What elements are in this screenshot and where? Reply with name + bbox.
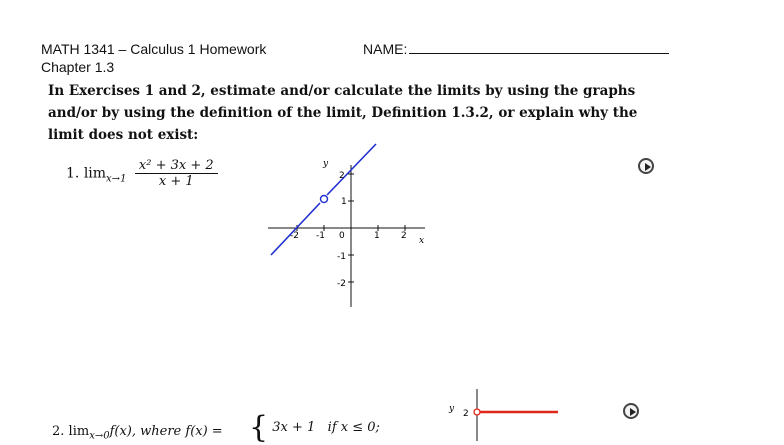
play-button-2[interactable] (623, 403, 639, 419)
graph-1-y-label: y (323, 159, 329, 169)
exercise-2-text: f(x), where f(x) = (109, 424, 223, 439)
graph-1-line-left (271, 203, 320, 255)
exercise-2-lim-sub: x→0 (89, 430, 110, 442)
piecewise-case1-cond: if x ≤ 0; (327, 420, 380, 435)
graph-2-y-label: y (449, 404, 455, 414)
graph-1-tick-x1: 1 (374, 231, 380, 241)
graph-1-tick-xm2: -2 (290, 231, 299, 241)
graph-1-tick-ym1: -1 (337, 252, 346, 262)
course-title: MATH 1341 – Calculus 1 Homework (41, 41, 267, 57)
name-label: NAME: (363, 41, 408, 57)
graph-2-open-point (474, 409, 480, 415)
exercise-1-lim-sub: x→1 (106, 173, 127, 185)
piecewise-case1-expr: 3x + 1 (272, 420, 316, 435)
chapter-label: Chapter 1.3 (41, 59, 115, 75)
graph-1-tick-y2: 2 (339, 171, 345, 181)
exercise-2-number: 2. (52, 424, 65, 439)
instructions: In Exercises 1 and 2, estimate and/or calculate the limits by using the graphs and/or by using the definition of the limit, Definition 1.3.2, or explain why the limit does not exist: (48, 83, 638, 143)
graph-1-tick-xm1: -1 (316, 231, 325, 241)
graph-1-tick-ym2: -2 (337, 279, 346, 289)
exercise-1-number: 1. (66, 165, 80, 182)
play-button-1[interactable] (638, 158, 654, 174)
graph-1-tick-x2: 2 (401, 231, 407, 241)
exercise-2 (52, 424, 223, 442)
exercise-1-denominator: x + 1 (158, 174, 194, 189)
graph-1-open-point (321, 196, 328, 203)
piecewise-brace: { (249, 410, 269, 445)
exercise-1-lim: lim (83, 165, 107, 182)
graph-1-x-label: x (419, 236, 425, 246)
graph-1-tick-origin: 0 (339, 231, 345, 241)
exercise-1-numerator: x² + 3x + 2 (135, 158, 218, 174)
exercise-2-piecewise (249, 410, 380, 445)
exercise-2-lim: lim (68, 424, 90, 439)
graph-1-tick-y1: 1 (341, 197, 347, 207)
play-icon (630, 408, 636, 416)
play-icon (645, 163, 651, 171)
graph-2-tick-y2: 2 (463, 409, 469, 419)
